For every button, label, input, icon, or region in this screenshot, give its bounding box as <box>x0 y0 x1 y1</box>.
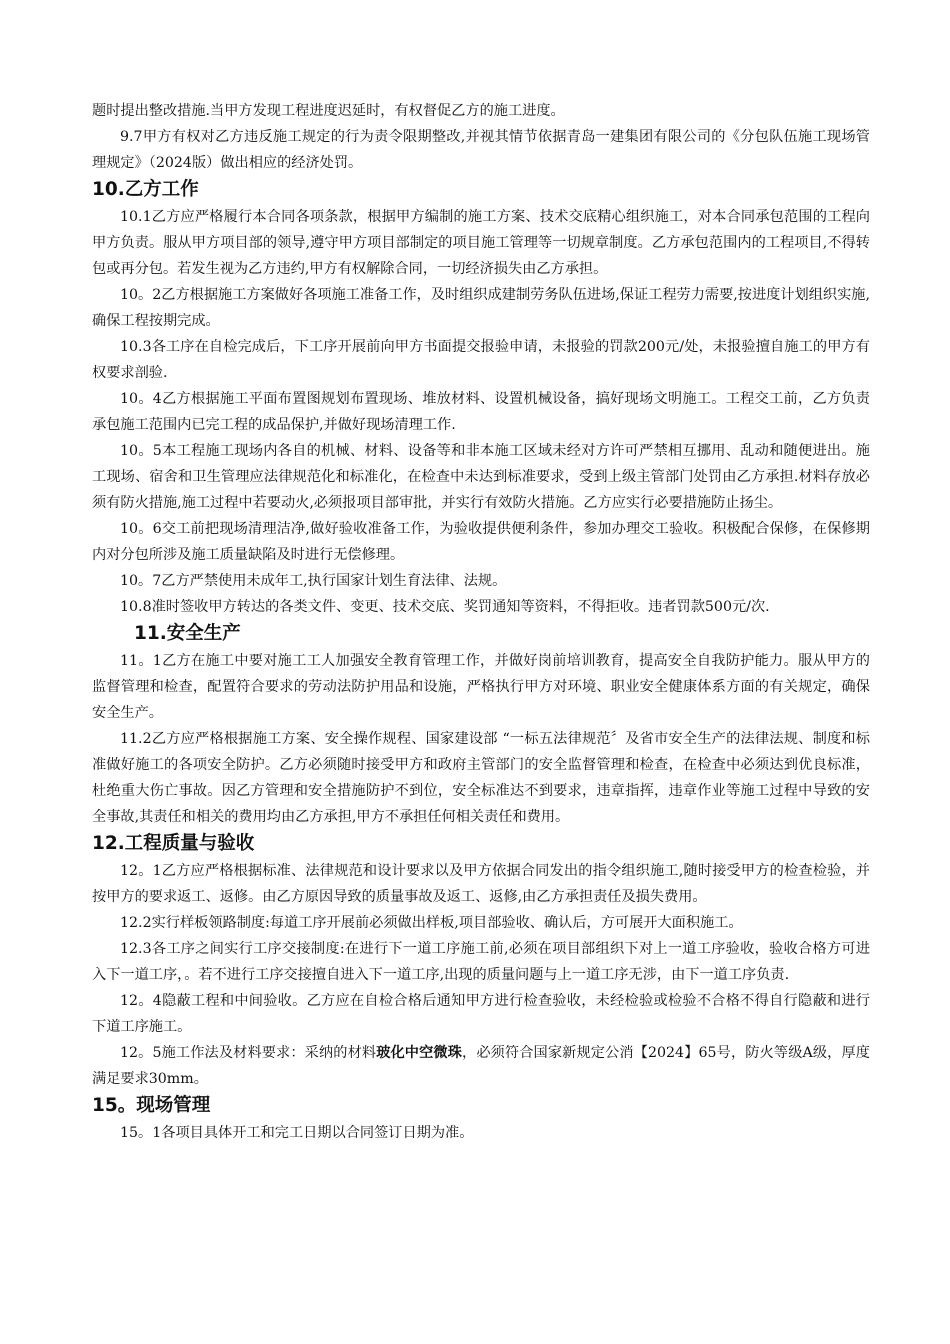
clause-11-1: 11。1乙方在施工中要对施工工人加强安全教育管理工作，并做好岗前培训教育，提高安全自我防护能力。服从甲方的监督管理和检查，配置符合要求的劳动法防护用品和设施，严格执行甲方对环境、职业安全健康体系方面的有关规定，确保安全生产。 <box>92 653 870 721</box>
clause-12-5-tail: ，必须符合国家新规定公消【2024】65号，防火等级A级，厚度满足要求30mm。 <box>92 1045 870 1087</box>
clause-10-3: 10.3各工序在自检完成后，下工序开展前向甲方书面提交报验申请，未报验的罚款200元/处，未报验擅自施工的甲方有权要求剖验. <box>92 339 870 381</box>
clause-10-5: 10。5本工程施工现场内各自的机械、材料、设备等和非本施工区域未经对方许可严禁相互挪用、乱动和随便进出。施工现场、宿舍和卫生管理应法律规范化和标准化，在检查中未达到标准要求，受到上级主管部门处罚由乙方承担.材料存放必须有防火措施,施工过程中若要动火,必须报项目部审批，并实行有效防火措施。乙方应实行必要措施防止扬尘。 <box>92 443 870 511</box>
clause-10-1: 10.1乙方应严格履行本合同各项条款，根据甲方编制的施工方案、技术交底精心组织施工，对本合同承包范围的工程向甲方负责。服从甲方项目部的领导,遵守甲方项目部制定的项目施工管理等一切规章制度。乙方承包范围内的工程项目,不得转包或再分包。若发生视为乙方违约,甲方有权解除合同，一切经济损失由乙方承担。 <box>92 209 870 277</box>
paragraph-continuation: 题时提出整改措施.当甲方发现工程进度迟延时，有权督促乙方的施工进度。 <box>92 103 565 119</box>
clause-10-2: 10。2乙方根据施工方案做好各项施工准备工作，及时组织成建制劳务队伍进场,保证工程劳力需要,按进度计划组织实施,确保工程按期完成。 <box>92 287 870 329</box>
clause-12-2: 12.2实行样板领路制度:每道工序开展前必须做出样板,项目部验收、确认后，方可展开大面积施工。 <box>120 915 743 931</box>
section-heading-12: 12.工程质量与验收 <box>92 833 255 854</box>
material-name-highlight: 玻化中空微珠 <box>376 1045 463 1061</box>
clause-12-5-lead: 12。5施工作法及材料要求：采纳的材料 <box>120 1045 377 1061</box>
section-heading-15: 15。现场管理 <box>92 1095 211 1116</box>
document-body <box>92 98 870 1146</box>
clause-15-1: 15。1各项目具体开工和完工日期以合同签订日期为准。 <box>120 1125 474 1141</box>
clause-10-4: 10。4乙方根据施工平面布置图规划布置现场、堆放材料、设置机械设备，搞好现场文明施工。工程交工前，乙方负责承包施工范围内已完工程的成品保护,并做好现场清理工作. <box>92 391 870 433</box>
clause-9-7: 9.7甲方有权对乙方违反施工规定的行为责令限期整改,并视其情节依据青岛一建集团有限公司的《分包队伍施工现场管理规定》（2024版）做出相应的经济处罚。 <box>92 129 870 171</box>
clause-12-5 <box>92 1040 870 1092</box>
clause-11-2: 11.2乙方应严格根据施工方案、安全操作规程、国家建设部 “一标五法律规范〞及省市安全生产的法律法规、制度和标准做好施工的各项安全防护。乙方必须随时接受甲方和政府主管部门的安全监督管理和检查，在检查中必须达到优良标准，杜绝重大伤亡事故。因乙方管理和安全措施防护不到位，安全标准达不到要求，违章指挥，违章作业等施工过程中导致的安全事故,其责任和相关的费用均由乙方承担,甲方不承担任何相关责任和费用。 <box>92 731 870 825</box>
section-heading-10: 10.乙方工作 <box>92 179 199 200</box>
clause-10-6: 10。6交工前把现场清理洁净,做好验收准备工作，为验收提供便利条件，参加办理交工验收。积极配合保修，在保修期内对分包所涉及施工质量缺陷及时进行无偿修理。 <box>92 521 870 563</box>
clause-10-8: 10.8准时签收甲方转达的各类文件、变更、技术交底、奖罚通知等资料，不得拒收。违者罚款500元/次. <box>120 599 770 615</box>
clause-10-7: 10。7乙方严禁使用未成年工,执行国家计划生育法律、法规。 <box>120 573 507 589</box>
section-heading-11: 11.安全生产 <box>134 623 241 644</box>
clause-12-4: 12。4隐蔽工程和中间验收。乙方应在自检合格后通知甲方进行检查验收，未经检验或检验不合格不得自行隐蔽和进行下道工序施工。 <box>92 993 870 1035</box>
clause-12-3: 12.3各工序之间实行工序交接制度:在进行下一道工序施工前,必须在项目部组织下对上一道工序验收，验收合格方可进入下一道工序，。若不进行工序交接擅自进入下一道工序,出现的质量问题与上一道工序无涉，由下一道工序负责. <box>92 941 870 983</box>
clause-12-1: 12。1乙方应严格根据标准、法律规范和设计要求以及甲方依据合同发出的指令组织施工,随时接受甲方的检查检验，并按甲方的要求返工、返修。由乙方原因导致的质量事故及返工、返修,由乙方承担责任及损失费用。 <box>92 863 870 905</box>
